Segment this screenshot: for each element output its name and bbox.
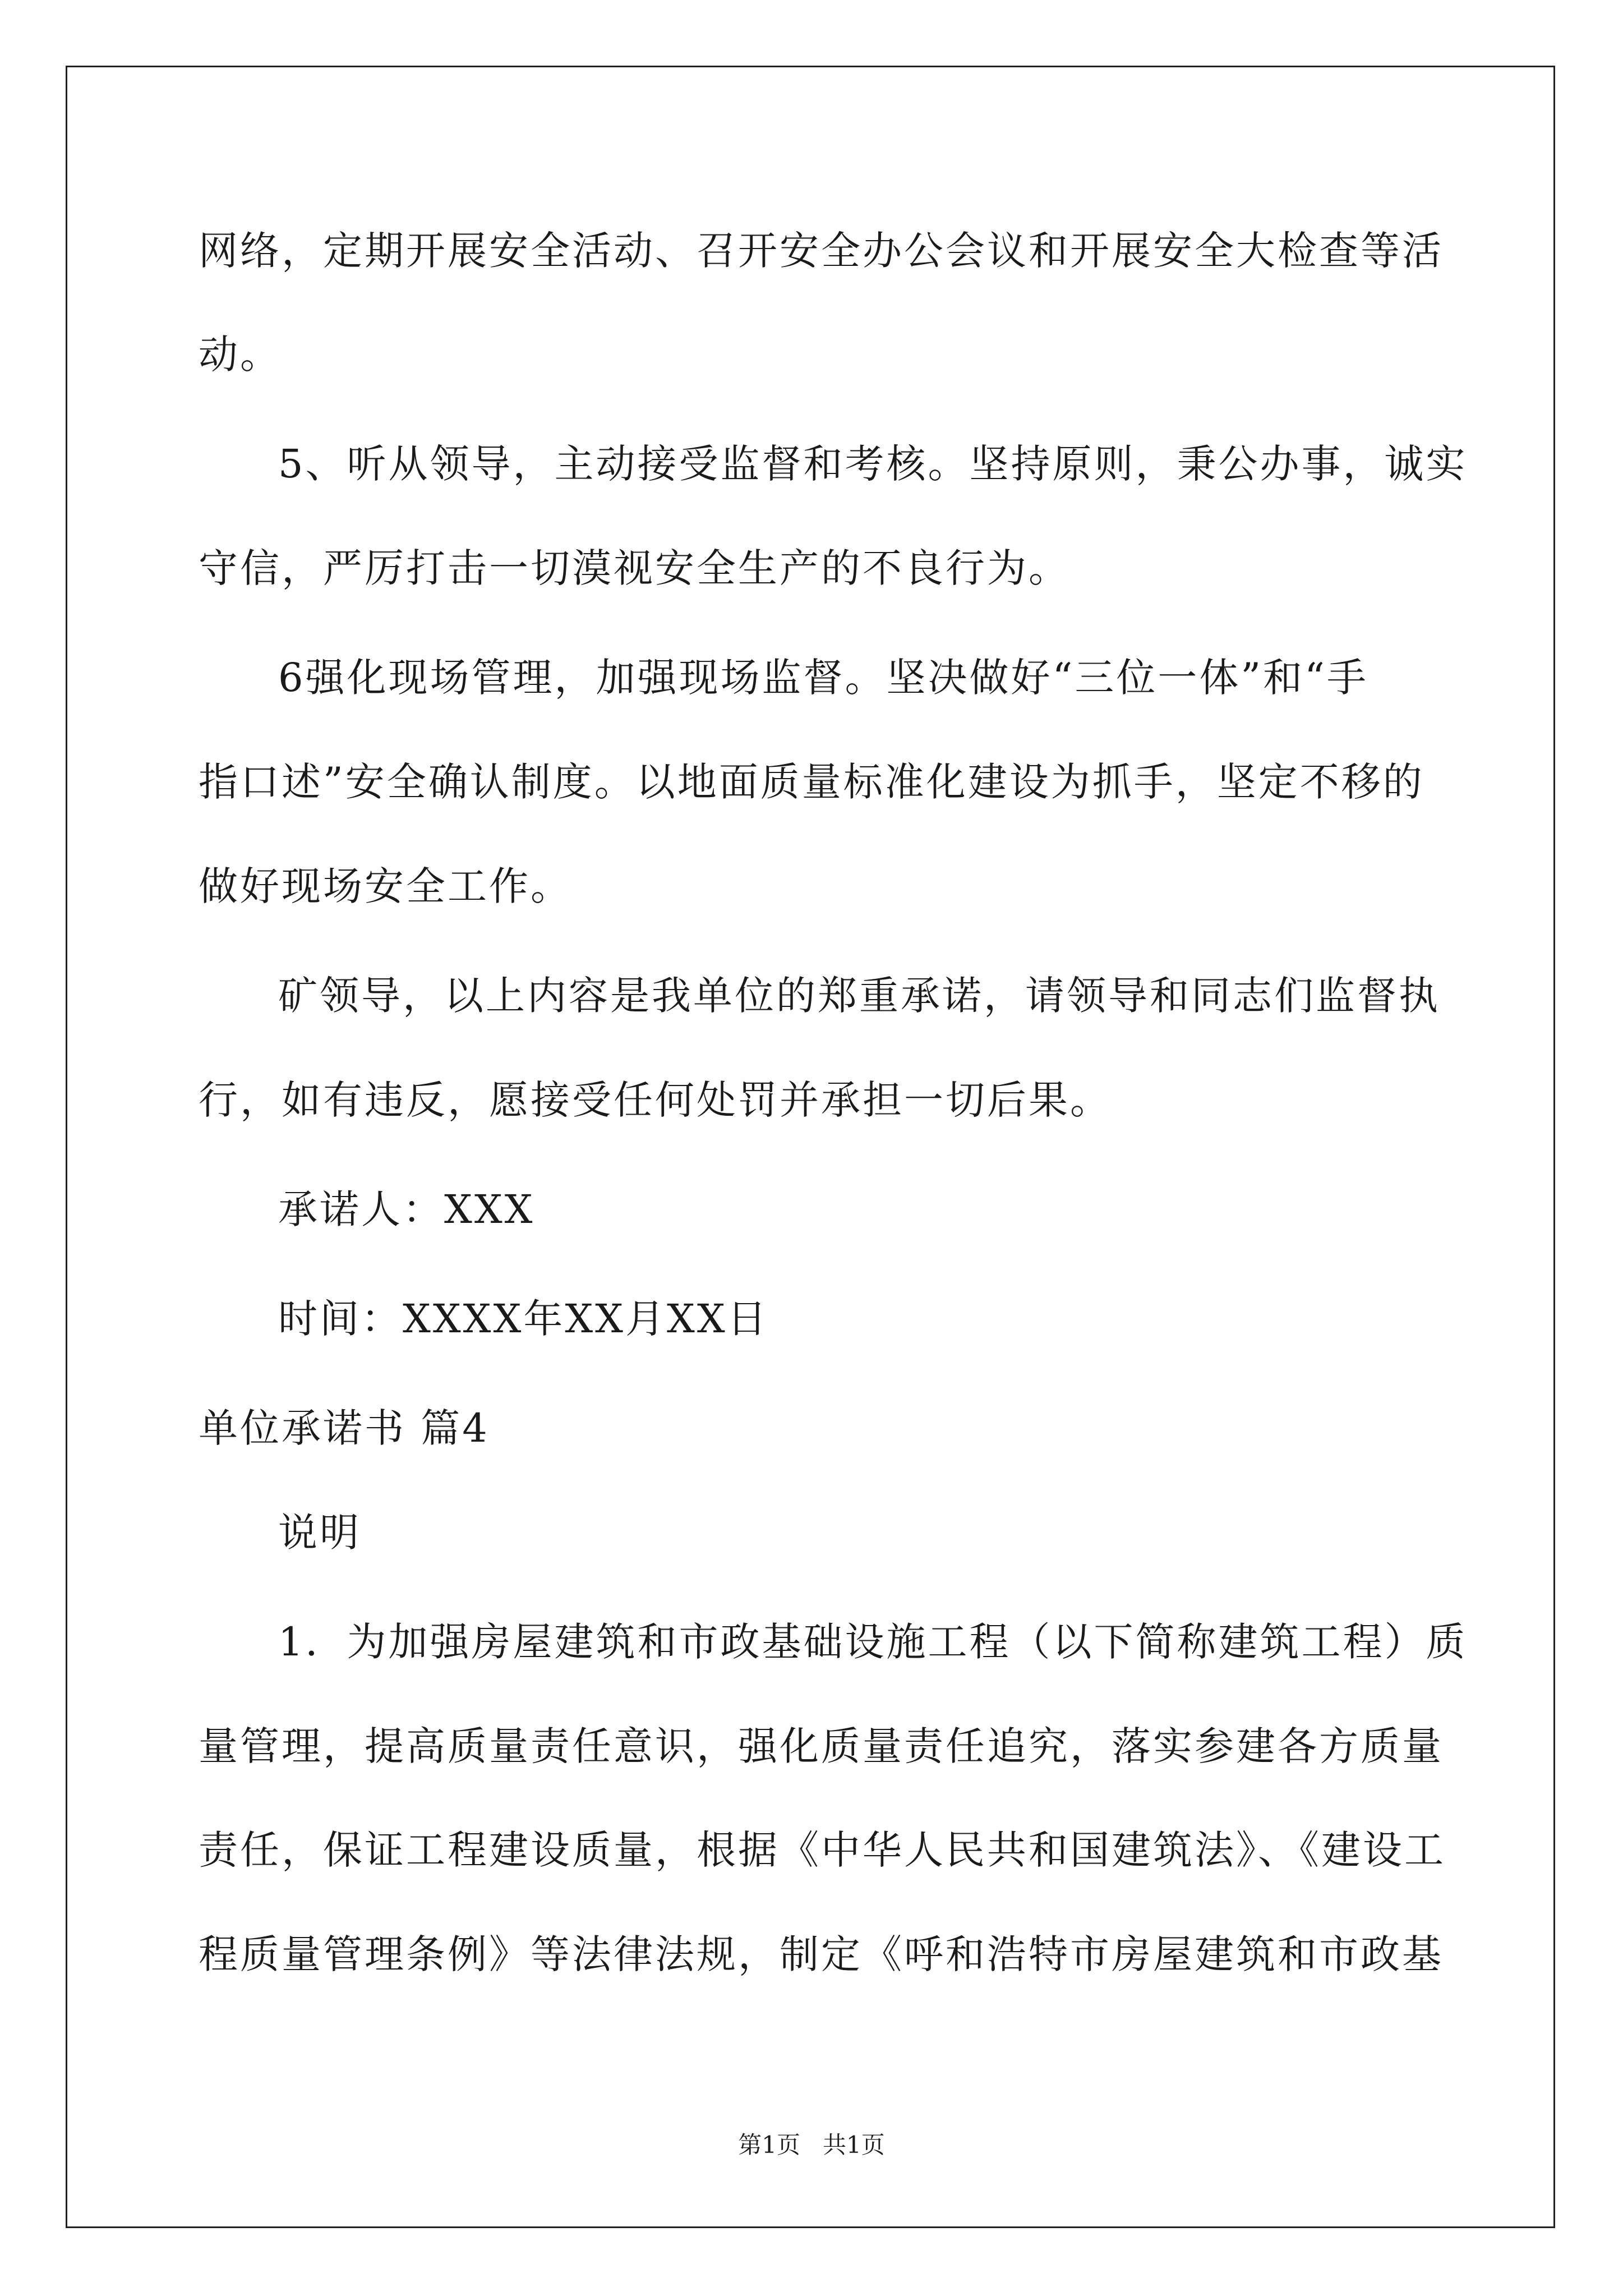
paragraph-line: 6强化现场管理，加强现场监督。坚决做好“三位一体”和“手 <box>278 655 1368 701</box>
paragraph-line: 1．为加强房屋建筑和市政基础设施工程（以下简称建筑工程）质 <box>278 1619 1468 1665</box>
date-line: 时间：XXXX年XX月XX日 <box>278 1296 769 1342</box>
paragraph-line: 网络，定期开展安全活动、召开安全办公会议和开展安全大检查等活 <box>199 228 1444 274</box>
paragraph-line: 5、听从领导，主动接受监督和考核。坚持原则，秉公办事，诚实 <box>278 441 1468 487</box>
paragraph-line: 行，如有违反，愿接受任何处罚并承担一切后果。 <box>199 1077 1112 1123</box>
paragraph-line: 程质量管理条例》等法律法规，制定《呼和浩特市房屋建筑和市政基 <box>199 1931 1444 1977</box>
section-heading: 单位承诺书 篇4 <box>199 1405 490 1451</box>
page-number-footer: 第1页 共1页 <box>738 2131 885 2159</box>
paragraph-line: 指口述”安全确认制度。以地面质量标准化建设为抓手，坚定不移的 <box>199 759 1424 805</box>
paragraph-line: 矿领导，以上内容是我单位的郑重承诺，请领导和同志们监督执 <box>278 973 1440 1019</box>
subheading-note: 说明 <box>278 1510 361 1556</box>
page-border <box>66 66 1555 2228</box>
paragraph-line: 守信，严厉打击一切漠视安全生产的不良行为。 <box>199 545 1070 591</box>
paragraph-line: 量管理，提高质量责任意识，强化质量责任追究，落实参建各方质量 <box>199 1723 1444 1769</box>
paragraph-line: 做好现场安全工作。 <box>199 863 572 909</box>
signatory-line: 承诺人：XXX <box>278 1186 535 1232</box>
paragraph-line: 动。 <box>199 332 282 378</box>
paragraph-line: 责任，保证工程建设质量，根据《中华人民共和国建筑法》、《建设工 <box>199 1827 1446 1873</box>
